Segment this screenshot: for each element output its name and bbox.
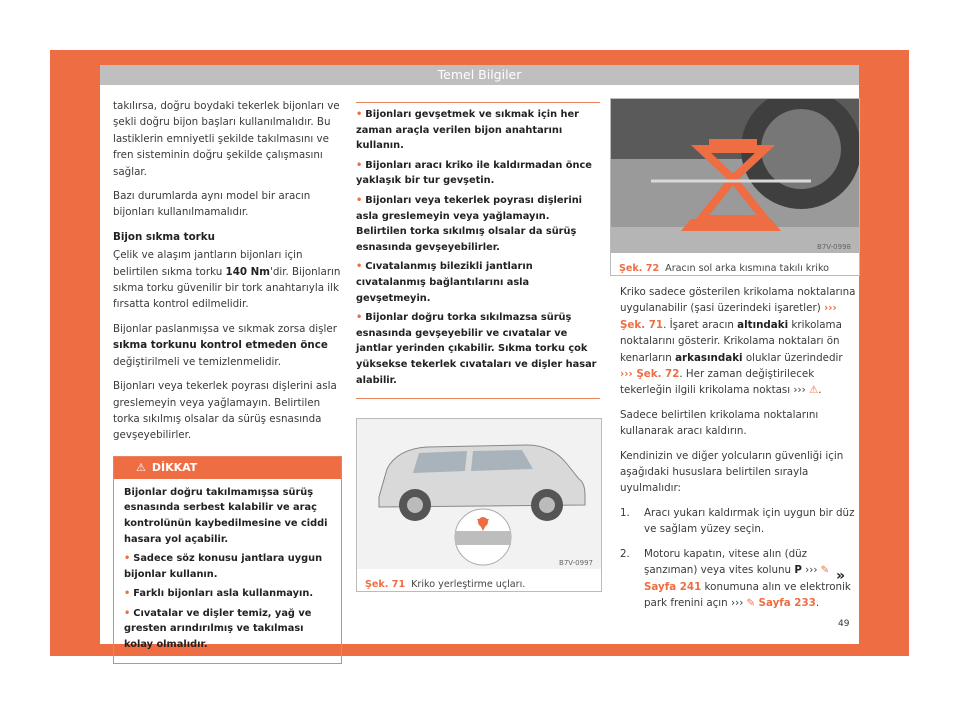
figure-reference[interactable]: ››› Şek. 71 <box>620 302 837 331</box>
warning-intro: Bijonlar doğru takılmamışsa sürüş esnasında serbest kalabilir ve araç kontrolünün kaybedilmesine ve ciddi hasara yol açabilir. <box>124 486 328 545</box>
figure-caption: Şek. 72 Aracın sol arka kısmına takılı kriko <box>619 263 830 274</box>
warning-header: ⚠ DİKKAT <box>114 457 341 479</box>
column-3 <box>620 284 858 619</box>
car-side-illustration <box>357 419 601 569</box>
book-icon: ✎ <box>820 564 830 577</box>
page-reference[interactable]: Sayfa 241 <box>644 580 702 593</box>
warning-item: • Farklı bijonları asla kullanmayın. <box>124 588 314 600</box>
figure-caption: Şek. 71 Kriko yerleştirme uçları. <box>365 579 526 590</box>
paragraph: takılırsa, doğru boydaki tekerlek bijonları ve şekli doğru bijon başları kullanılmalıdır. Bu lastiklerin emniyetli şekilde takılmasını ve fren sisteminin doğru şekilde çalışmasını sağlar. <box>113 100 340 178</box>
warning-item: • Bijonları aracı kriko ile kaldırmadan önce yaklaşık bir tur gevşetin. <box>356 159 592 187</box>
subheading-torque: Bijon sıkma torku <box>113 230 215 243</box>
steps-list <box>620 505 858 611</box>
paragraph: Sadece belirtilen krikolama noktalarını kullanarak aracı kaldırın. <box>620 408 819 438</box>
paragraph-rust: Bijonlar paslanmışsa ve sıkmak zorsa dişler sıkma torkunu kontrol etmeden önce değiştirilmeli ve temizlenmelidir. <box>113 322 337 368</box>
paragraph: Bazı durumlarda aynı model bir aracın bijonları kullanılmamalıdır. <box>113 190 311 219</box>
column-1 <box>113 98 342 664</box>
warning-item: • Bijonları veya tekerlek poyrası dişlerini asla greslemeyin veya yağlamayın. Belirtilen torka sıkılmış olsalar da sürüş esnasında gevşeyebilirler. <box>356 194 583 253</box>
paragraph: Kendinizin ve diğer yolcuların güvenliği için aşağıdaki hususlara belirtilen sırayla uyulmalıdır: <box>620 449 844 495</box>
figure-72 <box>610 98 860 276</box>
page-number: 49 <box>838 619 850 629</box>
list-item: 2. Motoru kapatın, vitese alın (düz şanzıman) veya vites kolunu P ››› ✎ Sayfa 241 konumuna alın ve elektronik park frenini açın ››› ✎ Sayfa 233. <box>620 547 851 609</box>
warning-triangle-icon: ⚠ <box>809 384 819 397</box>
book-icon: ✎ <box>746 596 756 609</box>
page-reference[interactable]: Sayfa 233 <box>758 596 816 609</box>
continue-marker: » <box>836 568 846 584</box>
paragraph-jacking-points: Kriko sadece gösterilen krikolama noktalarına uygulanabilir (şasi üzerindeki işaretler) ››› Şek. 71. İşaret aracın altındaki krikolama noktalarını gösterir. Krikolama noktaları ön kenarların arkasındaki oluklar üzerindedir ››› Şek. 72. Her zaman değiştirilecek tekerleğin ilgili krikolama noktası ››› ⚠. <box>620 286 856 397</box>
warning-item: • Sadece söz konusu jantlara uygun bijonlar kullanın. <box>124 553 323 580</box>
page-header: Temel Bilgiler <box>100 65 859 85</box>
warning-box <box>113 456 342 664</box>
paragraph: Bijonları veya tekerlek poyrası dişlerini asla greslemeyin veya yağlamayın. Belirtilen torka sıkılmış olsalar da sürüş esnasında gevşeyebilirler. <box>113 380 337 442</box>
figure-code: B7V-0997 <box>559 559 593 567</box>
paragraph-torque: Çelik ve alaşım jantların bijonları için belirtilen sıkma torku 140 Nm'dir. Bijonların sıkma torku güvenilir bir tork anahtarıyla ilk fırsatta kontrol edilmelidir. <box>113 249 341 311</box>
figure-code: B7V-0998 <box>817 243 851 251</box>
warning-list <box>356 102 600 399</box>
jack-illustration <box>611 99 859 253</box>
warning-item: • Cıvatalar ve dişler temiz, yağ ve gresten arındırılmış ve takılması kolay olmalıdır. <box>124 607 312 651</box>
list-item: 1. Aracı yukarı kaldırmak için uygun bir düz ve sağlam yüzey seçin. <box>620 506 855 536</box>
column-2 <box>356 102 600 441</box>
figure-71 <box>356 418 602 592</box>
warning-item: • Bijonlar doğru torka sıkılmazsa sürüş esnasında gevşeyebilir ve cıvatalar ve jantlar yerinden çıkabilir. Sıkma torku çok yüksekse tekerlek cıvataları ve dişler hasar alabilir. <box>356 312 597 386</box>
warning-triangle-icon: ⚠ <box>136 460 146 474</box>
warning-item: • Bijonları gevşetmek ve sıkmak için her zaman araçla verilen bijon anahtarını kullanın. <box>356 109 579 152</box>
warning-item: • Cıvatalanmış bilezikli jantların cıvatalanmış bağlantılarını asla gevşetmeyin. <box>356 261 533 304</box>
warning-body <box>114 479 341 663</box>
figure-reference[interactable]: ››› Şek. 72 <box>620 368 680 381</box>
